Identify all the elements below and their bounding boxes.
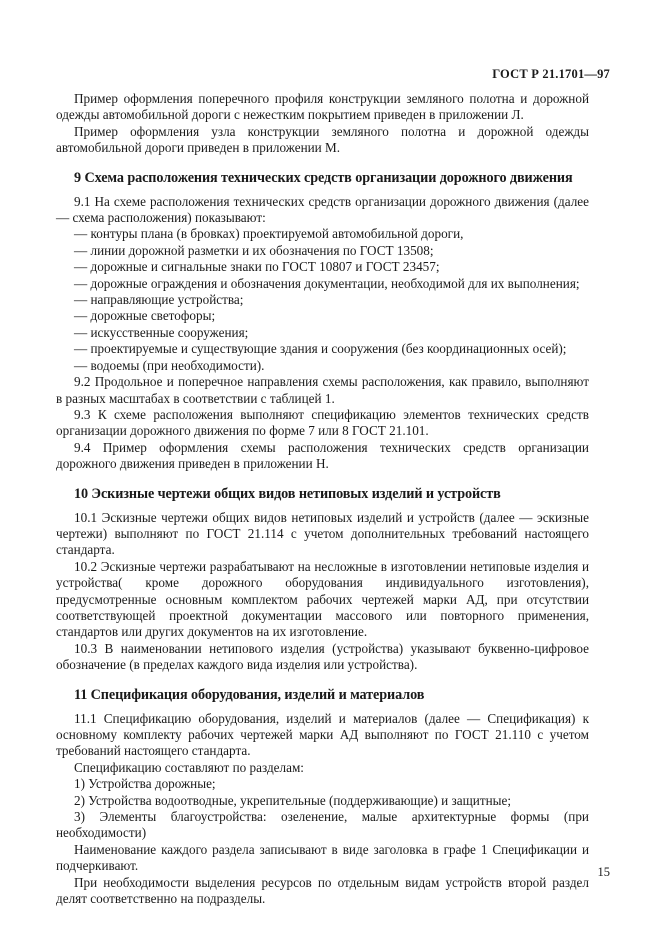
section-11-paragraph-3: Наименование каждого раздела записывают в виде заголовка в графе 1 Спецификации и подчеркивают. bbox=[56, 841, 589, 874]
section-11-heading: 11 Спецификация оборудования, изделий и материалов bbox=[74, 686, 425, 703]
document-body bbox=[56, 91, 589, 907]
section-10-paragraph-3: 10.3 В наименовании нетипового изделия (устройства) указывают буквенно-цифровое обозначение (в пределах каждого вида изделия или устройства). bbox=[56, 640, 589, 673]
section-9-paragraph-3: 9.3 К схеме расположения выполняют спецификацию элементов технических средств организации дорожного движения по форме 7 или 8 ГОСТ 21.101. bbox=[56, 406, 589, 439]
section-9-paragraph-4: 9.4 Пример оформления схемы расположения технических средств организации дорожного движения приведен в приложении Н. bbox=[56, 439, 589, 472]
page-header-standard: ГОСТ Р 21.1701—97 bbox=[492, 67, 610, 81]
section-11-paragraph-2: Спецификацию составляют по разделам: bbox=[74, 759, 304, 775]
list-item: — дорожные и сигнальные знаки по ГОСТ 10807 и ГОСТ 23457; bbox=[74, 259, 440, 275]
list-item: — дорожные ограждения и обозначения документации, необходимой для их выполнения; bbox=[74, 275, 580, 291]
section-9-heading: 9 Схема расположения технических средств организации дорожного движения bbox=[74, 169, 573, 186]
list-item: — контуры плана (в бровках) проектируемой автомобильной дороги, bbox=[74, 226, 464, 242]
section-10-heading: 10 Эскизные чертежи общих видов нетиповых изделий и устройств bbox=[74, 485, 501, 502]
list-item: — линии дорожной разметки и их обозначения по ГОСТ 13508; bbox=[74, 242, 434, 258]
page-number: 15 bbox=[597, 865, 610, 879]
section-10-paragraph-1: 10.1 Эскизные чертежи общих видов нетиповых изделий и устройств (далее — эскизные чертежи) выполняют по ГОСТ 21.114 с учетом дополнительных требований настоящего стандарта. bbox=[56, 509, 589, 558]
list-item: — водоемы (при необходимости). bbox=[74, 357, 265, 373]
section-11-paragraph-4: При необходимости выделения ресурсов по отдельным видам устройств второй раздел делят соответственно на подразделы. bbox=[56, 874, 589, 907]
intro-paragraph-2: Пример оформления узла конструкции земляного полотна и дорожной одежды автомобильной дороги приведен в приложении М. bbox=[56, 123, 589, 156]
section-9-paragraph-2: 9.2 Продольное и поперечное направления схемы расположения, как правило, выполняют в разных масштабах в соответствии с таблицей 1. bbox=[56, 374, 589, 406]
intro-paragraph-1: Пример оформления поперечного профиля конструкции земляного полотна и дорожной одежды автомобильной дороги с нежестким покрытием приведен в приложении Л. bbox=[56, 91, 589, 123]
section-9-list bbox=[56, 226, 589, 374]
list-item: — проектируемые и существующие здания и сооружения (без координационных осей); bbox=[74, 341, 567, 357]
list-item: — искусственные сооружения; bbox=[74, 324, 249, 340]
list-item: — дорожные светофоры; bbox=[74, 308, 216, 324]
section-10-paragraph-2: 10.2 Эскизные чертежи разрабатывают на несложные в изготовлении нетиповые изделия и устройства( кроме дорожного оборудования индивидуального изготовления), предусмотренные основным комплектом рабочих чертежей марки АД, при отсутствии соответствующей проектной документации массового или повторного применения, стандартов или других документов на их изготовление. bbox=[56, 558, 589, 640]
list-item: 2) Устройства водоотводные, укрепительные (поддерживающие) и защитные; bbox=[74, 792, 512, 808]
list-item: 3) Элементы благоустройства: озеленение, малые архитектурные формы (при необходимости) bbox=[56, 809, 589, 841]
section-11-list bbox=[56, 776, 589, 842]
list-item: 1) Устройства дорожные; bbox=[74, 776, 216, 792]
section-11-paragraph-1: 11.1 Спецификацию оборудования, изделий и материалов (далее — Спецификация) к основному комплекту рабочих чертежей марки АД выполняют по ГОСТ 21.110 с учетом требований настоящего стандарта. bbox=[56, 710, 589, 759]
section-9-paragraph-1: 9.1 На схеме расположения технических средств организации дорожного движения (далее — схема расположения) показывают: bbox=[56, 193, 589, 226]
list-item: — направляющие устройства; bbox=[74, 292, 244, 308]
